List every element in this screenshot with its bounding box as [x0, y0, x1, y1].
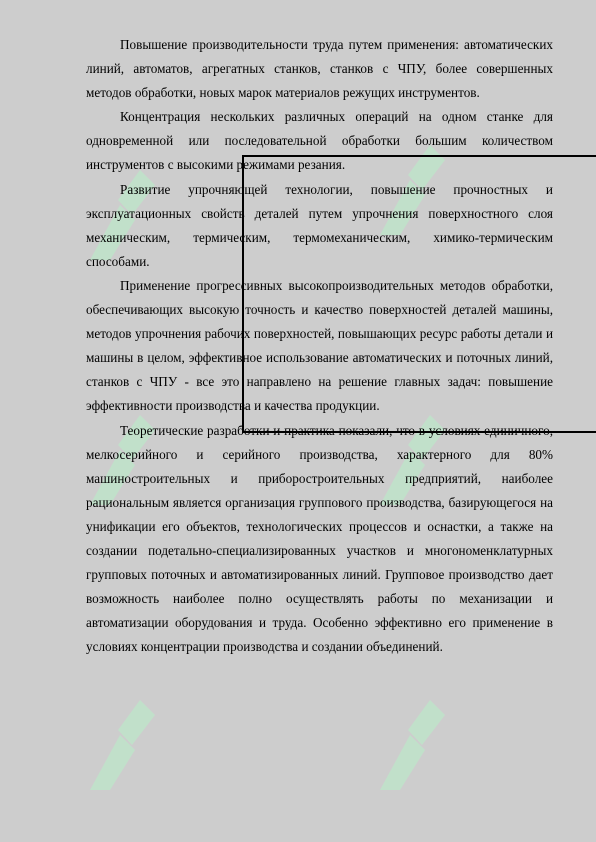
document-body: [86, 33, 553, 659]
paragraph: Применение прогрессивных высокопроизводительных методов обработки, обеспечивающих высокую точность и качество поверхностей деталей машины, методов упрочнения рабочих поверхностей, повышающих ресурс работы детали и машины в целом, эффективное использование автоматических и поточных линий, станков с ЧПУ - все это направлено на решение главных задач: повышение эффективности производства и качества продукции.: [86, 277, 553, 414]
watermark-logo-icon: [80, 695, 160, 795]
watermark-logo-icon: [370, 695, 450, 795]
paragraph: Концентрация нескольких различных операций на одном станке для одновременной или последовательной обработки большим количеством инструментов с высокими режимами резания.: [86, 109, 553, 173]
paragraph: Теоретические разработки и практика показали, что в условиях единичного, мелкосерийного и серийного производства, характерного для 80% машиностроительных и приборостроительных предприятий, наиболее рациональным является организация группового производства, базирующегося на унификации его объектов, технологических процессов и оснастки, а также на создании подетально-специализированных участков и многономенклатурных групповых поточных и автоматизированных линий. Групповое производство дает возможность наиболее полно осуществлять работы по механизации и автоматизации оборудования и труда. Особенно эффективно его применение в условиях концентрации производства и создании объединений.: [86, 422, 553, 655]
paragraph: Развитие упрочняющей технологии, повышение прочностных и эксплуатационных свойств деталей путем упрочнения поверхностного слоя механическим, термическим, термомеханическим, химико-термическим способами.: [86, 181, 553, 269]
paragraph: Повышение производительности труда путем применения: автоматических линий, автоматов, агрегатных станков, станков с ЧПУ, более совершенных методов обработки, новых марок материалов режущих инструментов.: [86, 37, 553, 101]
